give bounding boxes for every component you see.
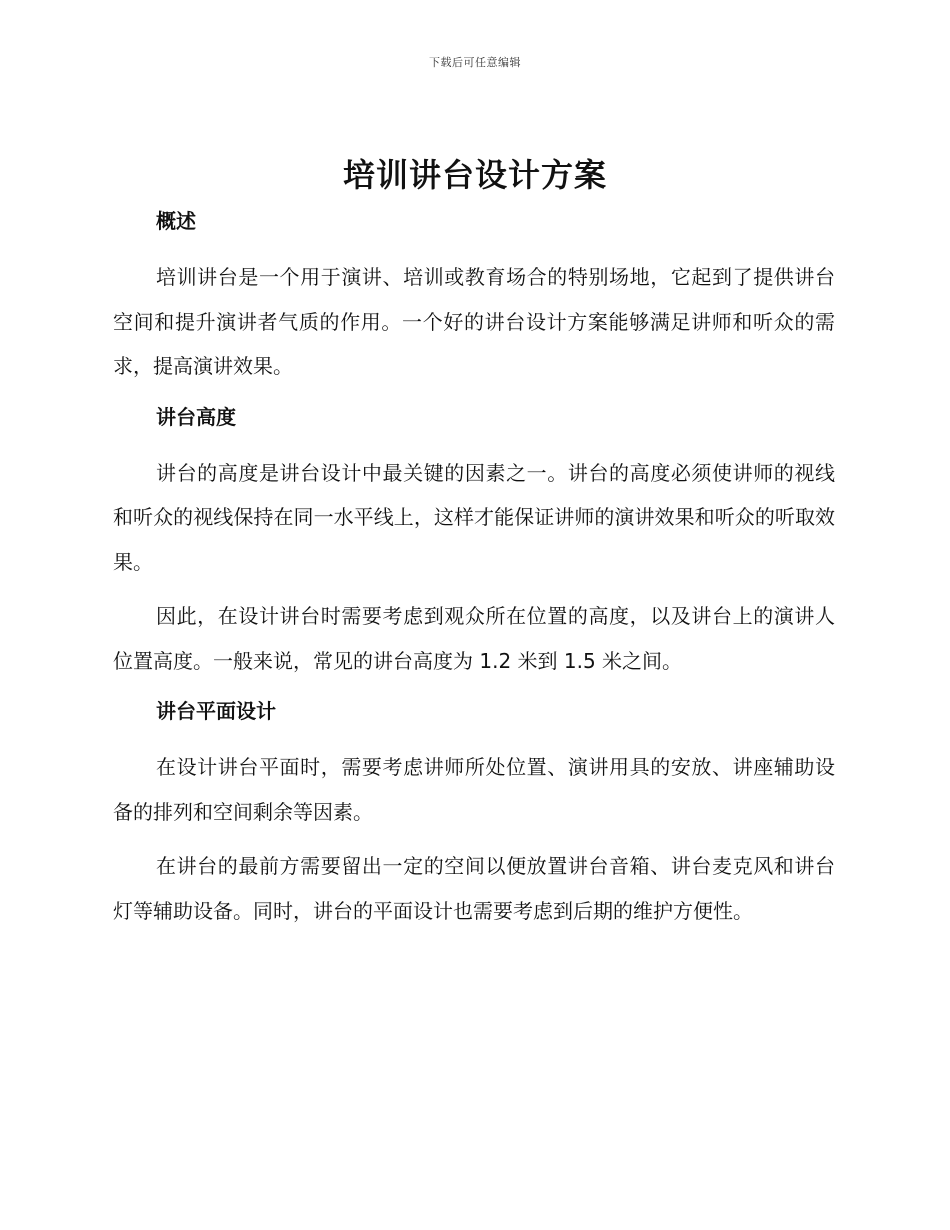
section-podium-floor-plan: [113, 695, 835, 933]
section-heading: 讲台高度: [156, 404, 236, 429]
paragraph: 在讲台的最前方需要留出一定的空间以便放置讲台音箱、讲台麦克风和讲台灯等辅助设备。同时，讲台的平面设计也需要考虑到后期的维护方便性。: [113, 854, 835, 923]
section-heading: 概述: [156, 209, 196, 233]
paragraph: 在设计讲台平面时，需要考虑讲师所处位置、演讲用具的安放、讲座辅助设备的排列和空间剩余等因素。: [113, 755, 835, 824]
section-podium-height: [113, 401, 835, 684]
section-overview: [113, 205, 835, 389]
paragraph: 培训讲台是一个用于演讲、培训或教育场合的特别场地，它起到了提供讲台空间和提升演讲者气质的作用。一个好的讲台设计方案能够满足讲师和听众的需求，提高演讲效果。: [113, 265, 835, 378]
paragraph: 讲台的高度是讲台设计中最关键的因素之一。讲台的高度必须使讲师的视线和听众的视线保持在同一水平线上，这样才能保证讲师的演讲效果和听众的听取效果。: [113, 460, 835, 574]
header-note: 下载后可任意编辑: [429, 56, 521, 69]
section-heading: 讲台平面设计: [156, 699, 276, 723]
document-body: [113, 205, 835, 945]
document-title: 培训讲台设计方案: [342, 156, 607, 194]
paragraph: 因此，在设计讲台时需要考虑到观众所在位置的高度，以及讲台上的演讲人位置高度。一般来说，常见的讲台高度为 1.2 米到 1.5 米之间。: [113, 604, 835, 673]
